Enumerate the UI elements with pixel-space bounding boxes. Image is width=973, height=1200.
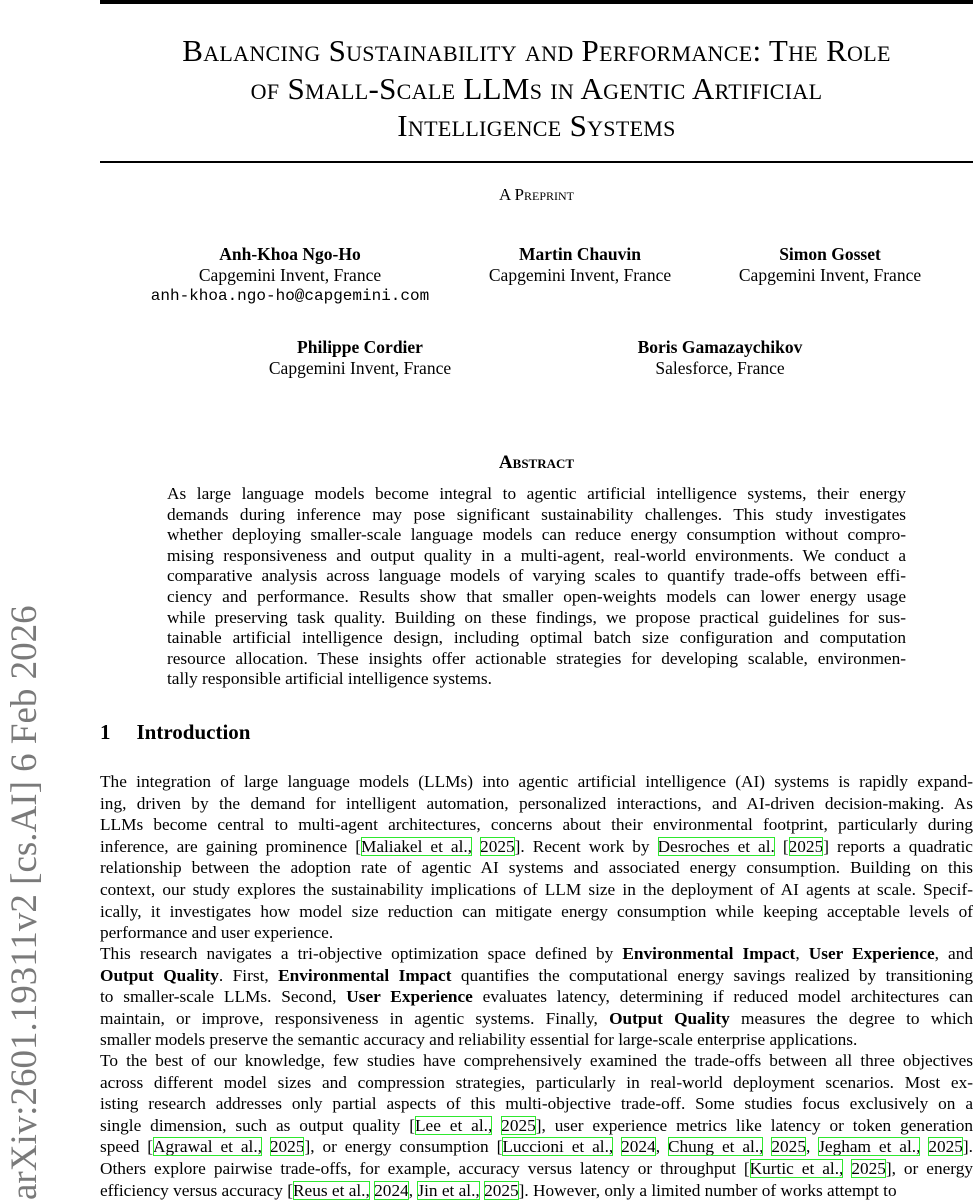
text-span: single dimension, such as output quality [	[100, 1115, 415, 1135]
bold-term: Environmental Impact	[278, 965, 452, 985]
title-line: Balancing Sustainability and Performance: The Role	[182, 33, 891, 68]
text-line	[100, 1136, 973, 1158]
citation-link[interactable]: Kurtic et al.,	[749, 1158, 844, 1178]
text-span	[262, 1137, 270, 1156]
text-line	[100, 836, 973, 858]
citation-link[interactable]: 2025	[480, 836, 515, 856]
text-span: evaluates latency, determining if reduced model architectures can	[472, 987, 973, 1007]
text-line	[100, 965, 973, 987]
text-line	[167, 525, 906, 546]
bold-term: User Experience	[346, 987, 473, 1007]
text-line	[167, 566, 906, 587]
author-name: Anh-Khoa Ngo-Ho	[219, 244, 361, 264]
bold-term: Output Quality	[609, 1008, 730, 1028]
paragraph	[100, 943, 973, 1051]
text-span: relationship between the adoption rate of agentic AI systems and associated energy consumption. Building on this	[100, 858, 973, 878]
text-line	[100, 814, 973, 836]
text-span: ]. Recent work by	[514, 836, 658, 856]
text-span: tally responsible artificial intelligence systems.	[167, 669, 492, 689]
text-line	[167, 587, 906, 608]
author-name: Simon Gosset	[779, 244, 881, 264]
author-name: Martin Chauvin	[518, 244, 642, 264]
text-span: context, our study explores the sustainability implications of LLM size in the deployment of AI agents at scale. Specif-	[100, 879, 973, 899]
text-span: The integration of large language models (LLMs) into agentic artificial intelligence (AI) systems is rapidly expand-	[100, 772, 973, 791]
text-span: ,	[805, 1137, 819, 1157]
top-rule	[100, 0, 973, 4]
abstract-text	[167, 484, 906, 690]
section-heading	[100, 720, 250, 745]
text-span: ,	[795, 944, 809, 963]
text-span	[613, 1137, 621, 1156]
text-line	[100, 1093, 973, 1115]
author-3	[700, 244, 960, 286]
paper-title	[100, 32, 973, 145]
citation-link[interactable]: 2025	[501, 1115, 536, 1135]
text-span: while preserving task quality. Building on these findings, we propose practical guidelines for sus-	[167, 607, 906, 627]
arxiv-identifier: arXiv:2601.19311v2 [cs.AI] 6 Feb 2026	[4, 605, 45, 1200]
text-span: quantifies the computational energy savings realized by transitioning	[451, 965, 973, 985]
text-line	[100, 879, 973, 901]
text-span: ], or energy consumption [	[304, 1137, 503, 1157]
text-span: . First,	[218, 965, 279, 985]
text-span: across different model sizes and compression strategies, particularly in real-world deployment scenarios. Most ex-	[100, 1072, 973, 1092]
text-span: ,	[408, 1180, 418, 1200]
text-span: mising responsiveness and output quality in a multi-agent, real-world environments. We conduct a	[167, 545, 906, 565]
text-span: resource allocation. These insights offer actionable strategies for developing scalable, environmen-	[167, 648, 906, 668]
citation-link[interactable]: Chung et al.,	[667, 1137, 764, 1157]
paragraph	[100, 771, 973, 944]
citation-link[interactable]: Desroches et al.	[657, 836, 775, 856]
text-span: LLMs become central to multi-agent architectures, concerns about their environmental footprint, particularly during	[100, 815, 973, 835]
author-affiliation: Capgemini Invent, France	[738, 265, 922, 285]
text-line	[100, 1115, 973, 1137]
text-span: ,	[655, 1137, 668, 1157]
author-2	[440, 244, 720, 286]
paragraph	[100, 1050, 973, 1200]
citation-link[interactable]: Maliakel et al.,	[360, 836, 473, 856]
text-line	[100, 1050, 973, 1072]
text-span: ing, driven by the demand for intelligent automation, personalized interactions, and AI-driven decision-making. As	[100, 793, 973, 813]
title-line: Intelligence Systems	[397, 108, 676, 143]
text-span: To the best of our knowledge, few studies have comprehensively examined the trade-offs between all three objectives	[100, 1051, 973, 1070]
citation-link[interactable]: 2025	[788, 836, 824, 856]
text-span: measures the degree to which	[729, 1008, 973, 1028]
text-line	[100, 771, 973, 793]
citation-link[interactable]: 2025	[771, 1137, 806, 1157]
text-span: ], or energy	[885, 1158, 973, 1178]
citation-link[interactable]: Jegham et al.,	[818, 1137, 921, 1157]
author-name: Boris Gamazaychikov	[637, 337, 803, 357]
abstract-heading: Abstract	[498, 452, 575, 473]
text-span: ], user experience metrics like latency or token generation	[535, 1115, 973, 1135]
text-span	[472, 837, 480, 856]
text-line	[100, 943, 973, 965]
text-line	[100, 1158, 973, 1180]
text-span: ].	[962, 1137, 973, 1157]
text-span: maintain, or improve, responsiveness in agentic systems. Finally,	[100, 1008, 610, 1028]
text-span: ically, it investigates how model size reduction can mitigate energy consumption while keeping acceptable levels of	[100, 901, 973, 921]
citation-link[interactable]: 2025	[484, 1180, 519, 1200]
author-1	[130, 244, 450, 307]
citation-link[interactable]: Lee et al.,	[414, 1115, 493, 1135]
bold-term: Output Quality	[100, 965, 219, 985]
text-span: ] reports a quadratic	[823, 836, 973, 856]
citation-link[interactable]: Agrawal et al.,	[153, 1137, 262, 1157]
text-span: This research navigates a tri-objective optimization space defined by	[100, 944, 623, 963]
text-line	[167, 484, 906, 505]
author-affiliation: Capgemini Invent, France	[198, 265, 382, 285]
citation-link[interactable]: 2025	[928, 1137, 963, 1157]
text-line	[100, 901, 973, 923]
text-line	[167, 546, 906, 567]
title-rule	[100, 161, 973, 163]
text-line	[167, 669, 906, 690]
text-span: whether deploying smaller-scale language models can reduce energy consumption without compro-	[167, 525, 906, 545]
text-span: Others explore pairwise trade-offs, for example, accuracy versus latency or throughput [	[100, 1158, 750, 1178]
section-number: 1	[100, 720, 111, 744]
citation-link[interactable]: 2024	[374, 1180, 409, 1200]
citation-link[interactable]: 2024	[621, 1137, 656, 1157]
citation-link[interactable]: Jin et al.,	[417, 1180, 480, 1200]
text-span: comparative analysis across language models of varying scales to quantify trade-offs between effi-	[167, 566, 906, 586]
text-line	[100, 922, 973, 944]
author-name: Philippe Cordier	[297, 337, 423, 357]
text-span: ]. However, only a limited number of works attempt to	[518, 1180, 897, 1200]
text-span: [	[774, 836, 789, 856]
text-line	[100, 1029, 973, 1051]
citation-link[interactable]: Luccioni et al.,	[502, 1137, 614, 1157]
text-span: inference, are gaining prominence [	[100, 836, 361, 856]
text-span: speed [	[100, 1137, 154, 1157]
text-span: As large language models become integral to agentic artificial intelligence systems, their energy	[167, 484, 906, 503]
citation-link[interactable]: 2025	[269, 1137, 305, 1157]
citation-link[interactable]: Reus et al.,	[293, 1180, 370, 1200]
text-line	[167, 628, 906, 649]
text-span: isting research addresses only partial aspects of this multi-objective trade-off. Some studies focus exclusively on a	[100, 1094, 973, 1114]
text-line	[100, 793, 973, 815]
text-line	[100, 1072, 973, 1094]
text-span: , and	[934, 944, 973, 963]
text-span: tainable artificial intelligence design, including optimal batch size configuration and computation	[167, 628, 906, 648]
author-affiliation: Capgemini Invent, France	[268, 358, 452, 378]
text-span: performance and user experience.	[100, 923, 334, 943]
text-span: demands during inference may pose significant sustainability challenges. This study investigates	[167, 504, 906, 524]
text-span: to smaller-scale LLMs. Second,	[100, 987, 347, 1007]
text-line	[100, 857, 973, 879]
author-4	[220, 337, 500, 379]
title-line: of Small-Scale LLMs in Agentic Artificial	[250, 70, 823, 106]
text-span	[492, 1116, 501, 1135]
text-line	[100, 1008, 973, 1030]
bold-term: Environmental Impact	[622, 944, 796, 963]
text-span: ciency and performance. Results show that smaller open-weights models can lower energy usage	[167, 586, 906, 606]
preprint-label: A Preprint	[498, 185, 575, 204]
author-affiliation: Salesforce, France	[655, 358, 785, 378]
author-affiliation: Capgemini Invent, France	[488, 265, 672, 285]
bold-term: User Experience	[808, 944, 935, 963]
author-email[interactable]: anh-khoa.ngo-ho@capgemini.com	[150, 287, 430, 305]
text-line	[167, 608, 906, 629]
text-span: smaller models preserve the semantic accuracy and reliability essential for large-scale enterprise applications.	[100, 1030, 858, 1050]
text-line	[167, 505, 906, 526]
text-span: efficiency versus accuracy [	[100, 1180, 294, 1200]
text-line	[100, 986, 973, 1008]
author-5	[580, 337, 860, 379]
section-title: Introduction	[136, 720, 251, 744]
text-line	[100, 1180, 973, 1200]
citation-link[interactable]: 2025	[851, 1158, 886, 1178]
text-line	[167, 649, 906, 670]
